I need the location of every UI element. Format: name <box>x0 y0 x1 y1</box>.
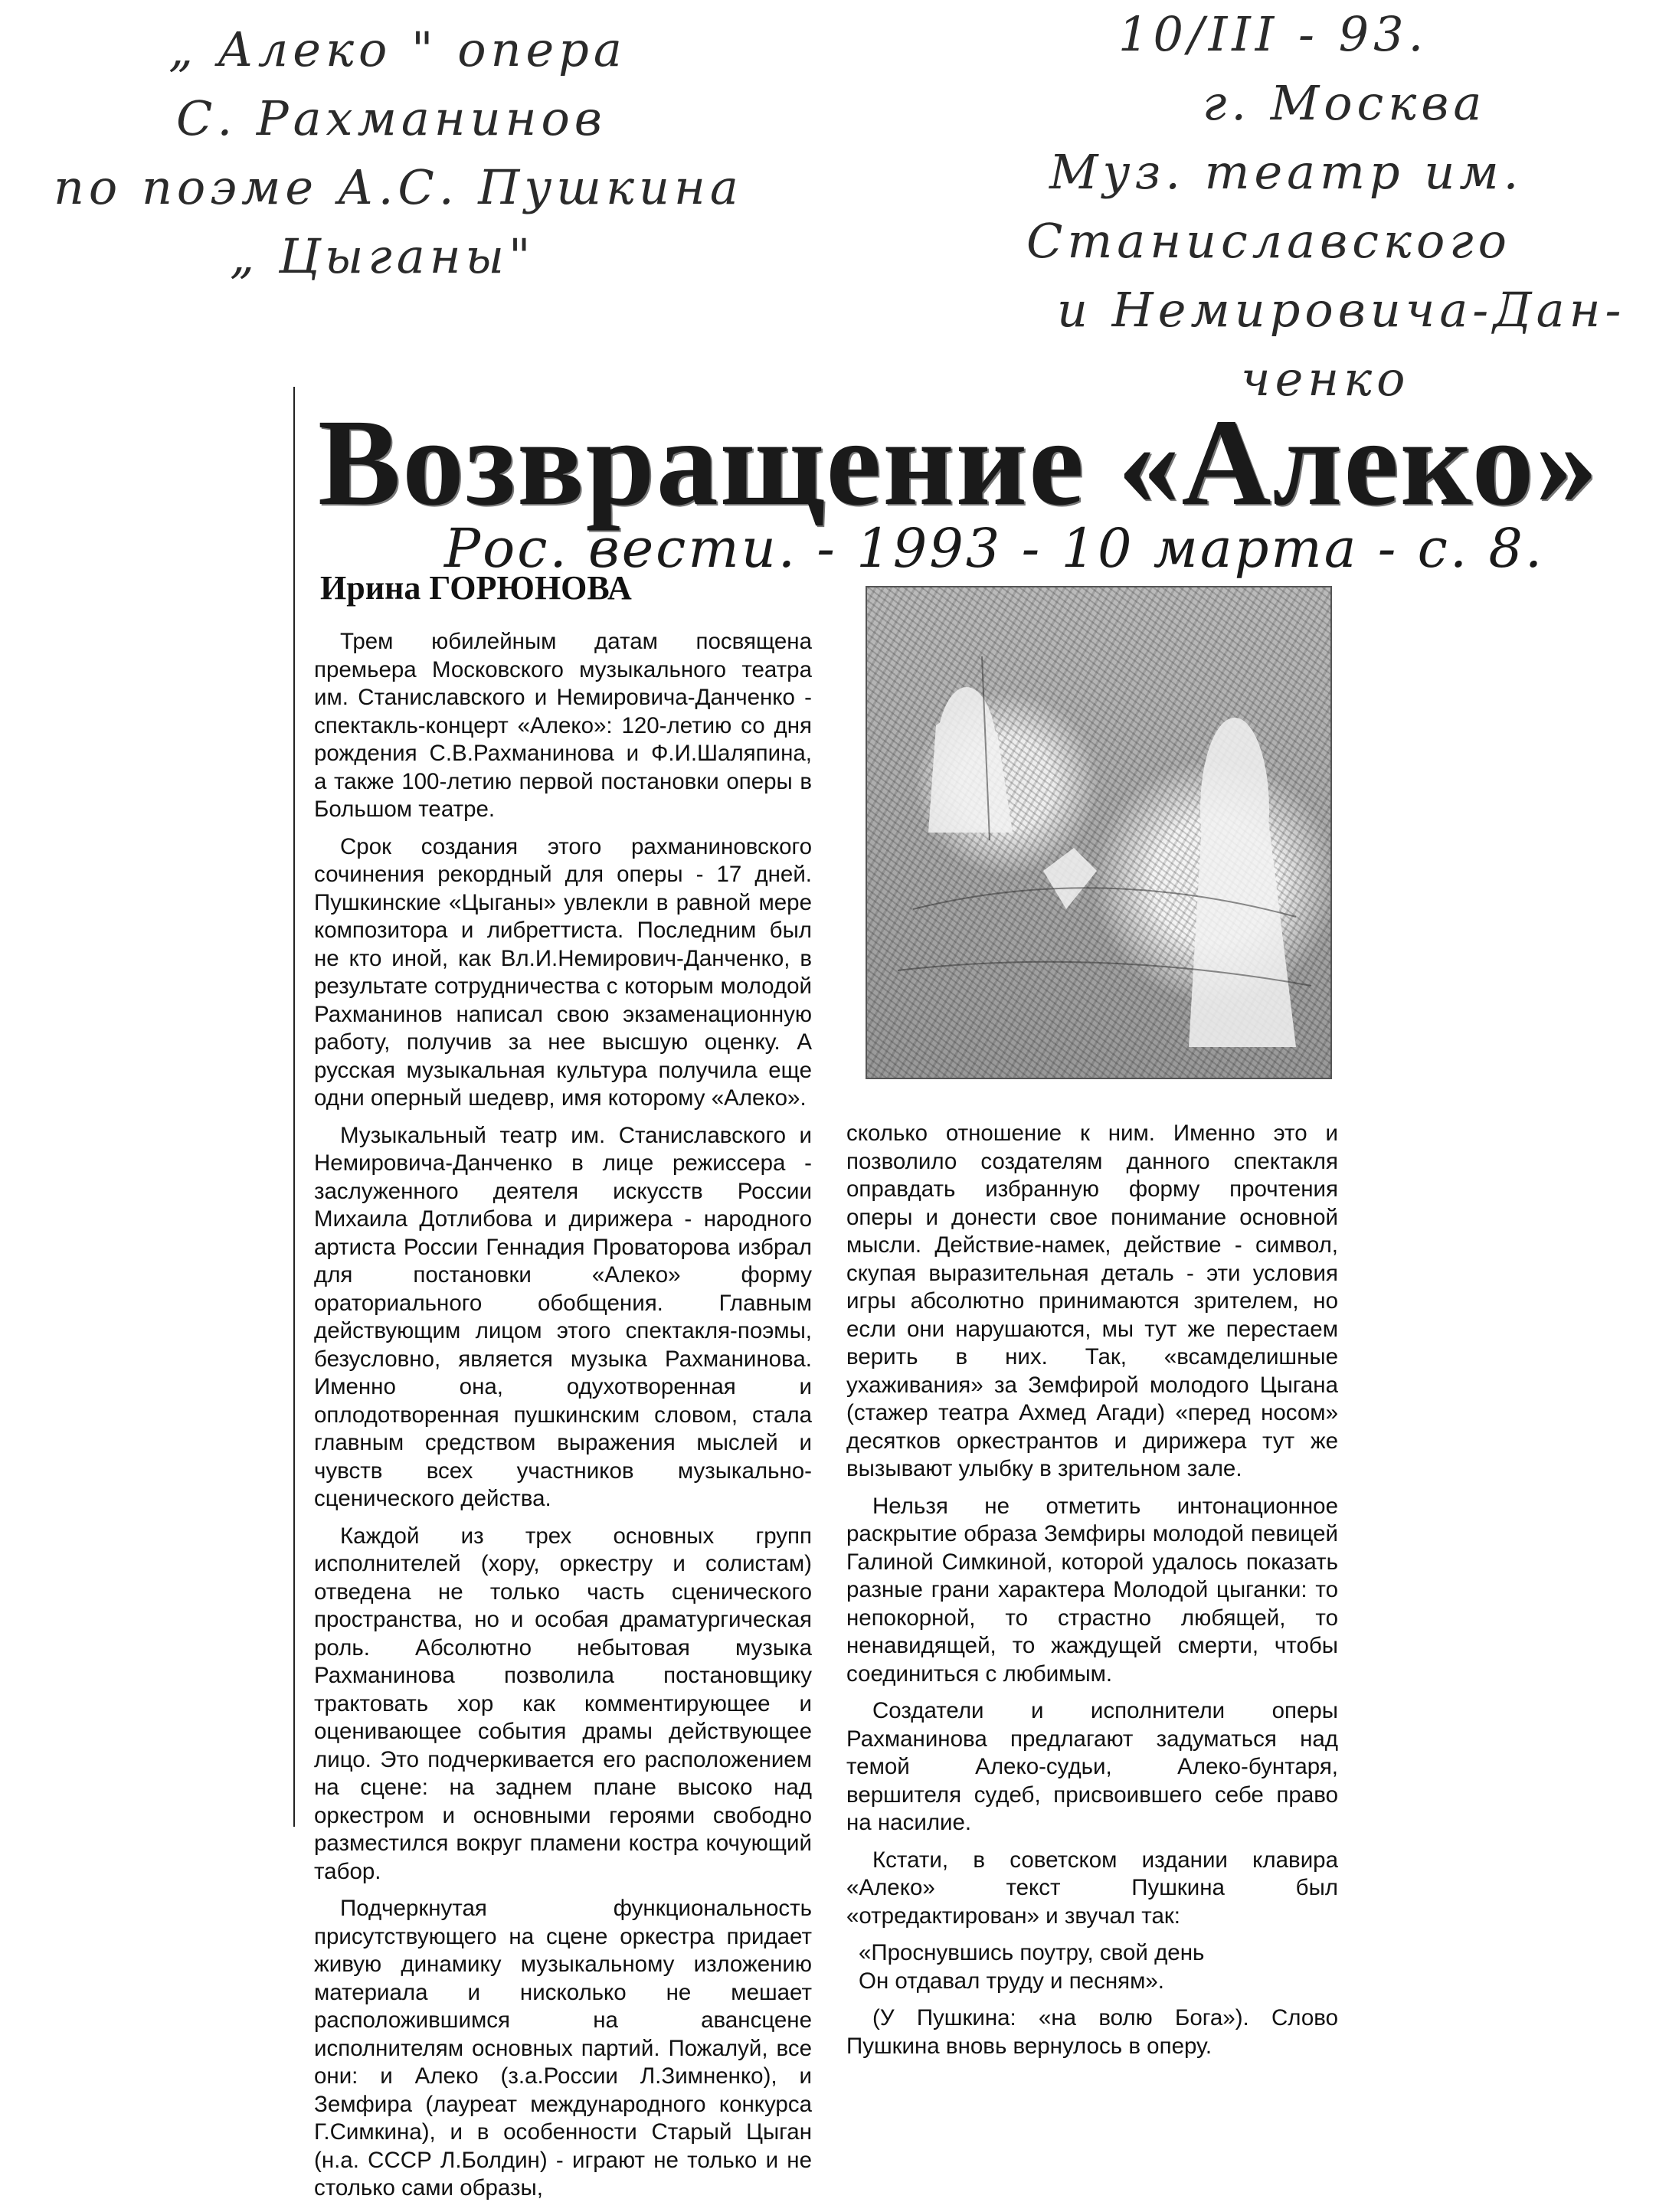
article-headline: Возвращение «Алеко» <box>318 394 1599 532</box>
paragraph: Каждой из трех основных групп исполнителей (хору, оркестру и солистам) отведена не только часть сценического пространства, но и особая драматургическая роль. Абсолютно небытовая музыка Рахманинова позволила постановщику трактовать хор как комментирующее и оценивающее события драмы действующее лицо. Это подчеркивается его расположением на сцене: на заднем плане высоко над оркестром и основными героями свободно разместился вокруг пламени костра кочующий табор. <box>314 1523 812 1884</box>
paragraph: Подчеркнутая функциональность присутствующего на сцене оркестра придает живую динамику музыкальному изложению материала и нисколько не мешает расположившимся на авансцене исполнителям основных партий. Пожалуй, все они: и Алеко (з.а.России Л.Зимненко), и Земфира (лауреат международного конкурса Г.Симкина), и в особенности Старый Цыган (н.а. СССР Л.Болдин) - играют не только и не столько сами образы, <box>314 1896 812 2201</box>
note-left-line-3: по поэме А.С. Пушкина <box>54 159 743 215</box>
article-left-column <box>314 628 812 2212</box>
quote-line: «Проснувшись поутру, свой день <box>859 1940 1205 1965</box>
note-left-line-1: „ Алеко " опера <box>169 21 627 77</box>
note-right-line-4: Станиславского <box>1026 213 1511 269</box>
paragraph: Срок создания этого рахманиновского сочинения рекордный для оперы - 17 дней. Пушкинские «Цыганы» увлекли в равной мере композитора и либреттиста. Последним был не кто иной, как Вл.И.Немирович-Данченко, в результате сотрудничества с которым молодой Рахманинов написал свою экзаменационную работу, получив за нее высшую оценку. А русская музыкальная культура получила еще одни оперный шедевр, имя которому «Алеко». <box>314 833 812 1111</box>
handwritten-note-right <box>1026 0 1654 414</box>
photo-scene-illustration <box>867 587 1330 1078</box>
article-right-column <box>846 1120 1338 2070</box>
paragraph: сколько отношение к ним. Именно это и позволило создателям данного спектакля оправдать избранную форму прочтения оперы и донести свое понимание основной мысли. Действие-намек, действие - символ, скупая выразительная деталь - эти условия игры абсолютно принимаются зрителем, но если они нарушаются, мы тут же перестаем верить в них. Так, «всамделишные ухаживания» за Земфирой молодого Цыгана (стажер театра Ахмед Агади) «перед носом» десятков оркестрантов и дирижера тут же вызывают улыбку в зрительном зале. <box>846 1121 1338 1481</box>
performance-photo <box>866 586 1332 1079</box>
handwritten-note-left <box>54 15 973 291</box>
quote-line: Он отдавал труду и песням». <box>859 1968 1164 1994</box>
note-left-line-2: С. Рахманинов <box>176 90 607 146</box>
paragraph: Нельзя не отметить интонационное раскрытие образа Земфиры молодой певицей Галиной Симкиной, которой удалось показать разные грани характера Молодой цыганки: то непокорной, то страстно любящей, то ненавидящей, то жаждущей смерти, чтобы соединиться с любимым. <box>846 1493 1338 1687</box>
paragraph: Трем юбилейным датам посвящена премьера Московского музыкального театра им. Станиславского и Немировича-Данченко - спектакль-концерт «Алеко»: 120-летию со дня рождения С.В.Рахманинова и Ф.И.Шаляпина, а также 100-летию первой постановки оперы в Большом театре. <box>314 629 812 822</box>
note-left-line-4: „ Цыганы" <box>230 228 535 284</box>
note-right-line-5: и Немировича-Дан- <box>1057 282 1626 338</box>
margin-rule <box>293 387 295 1827</box>
note-right-date: 10/III - 93. <box>1118 6 1428 62</box>
article-byline: Ирина ГОРЮНОВА <box>320 569 632 607</box>
paragraph: Создатели и исполнители оперы Рахманинова предлагают задуматься над темой Алеко-судьи, Алеко-бунтаря, вершителя судеб, присвоившего себе право на насилие. <box>846 1698 1338 1835</box>
note-right-line-6: ченко <box>1241 351 1410 407</box>
paragraph: Кстати, в советском издании клавира «Алеко» текст Пушкина был «отредактирован» и звучал так: <box>846 1847 1338 1929</box>
note-right-line-2: г. Москва <box>1203 75 1487 131</box>
handwritten-source-note: Рос. вести. - 1993 - 10 марта - с. 8. <box>444 517 1545 580</box>
closing-paragraph: (У Пушкина: «на волю Бога»). Слово Пушкина вновь вернулось в оперу. <box>846 2005 1338 2059</box>
note-right-line-3: Муз. театр им. <box>1049 144 1523 200</box>
paragraph: Музыкальный театр им. Станиславского и Немировича-Данченко в лице режиссера - заслуженного деятеля искусств России Михаила Дотлибова и дирижера - народного артиста России Геннадия Проваторова избрал для постановки «Алеко» форму ораториального обобщения. Главным действующим лицом этого спектакля-поэмы, безусловно, является музыка Рахманинова. Именно она, одухотворенная и оплодотворенная пушкинским словом, стала главным средством выражения мыслей и чувств всех участников музыкально-сценического действа. <box>314 1122 812 1511</box>
